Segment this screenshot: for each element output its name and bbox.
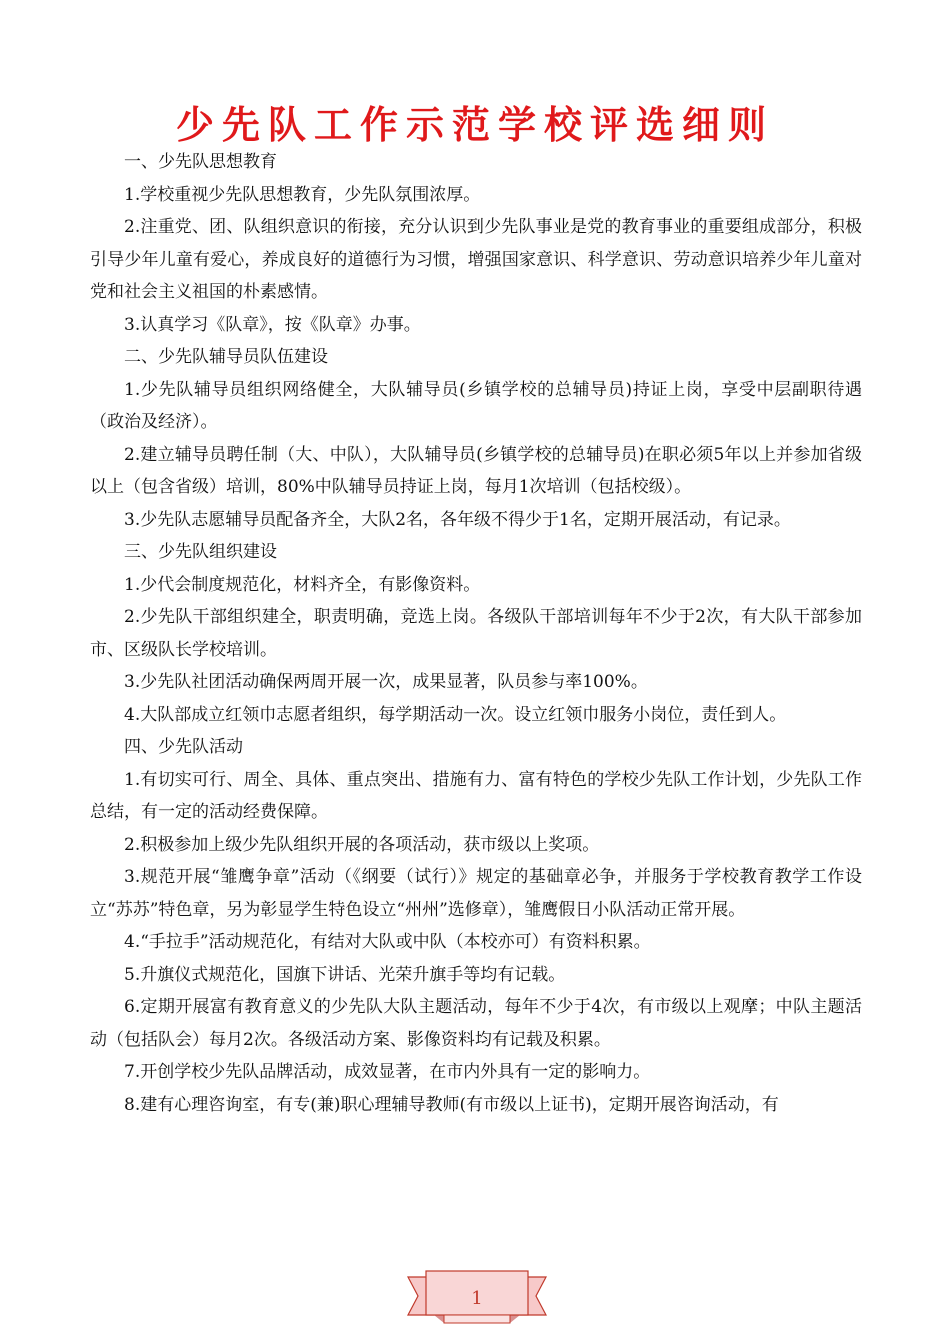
paragraph: 2.注重党、团、队组织意识的衔接，充分认识到少先队事业是党的教育事业的重要组成部分，积极引导少年儿童有爱心，养成良好的道德行为习惯，增强国家意识、科学意识、劳动意识培养少年儿童对党和社会主义祖国的朴素感情。	[90, 217, 862, 302]
paragraph: 1.少代会制度规范化，材料齐全，有影像资料。	[124, 574, 481, 595]
page-number: 1	[471, 1288, 483, 1309]
section-heading: 一、少先队思想教育	[124, 152, 277, 172]
section-heading: 三、少先队组织建设	[124, 542, 277, 562]
paragraph: 1.有切实可行、周全、具体、重点突出、措施有力、富有特色的学校少先队工作计划，少先队工作总结，有一定的活动经费保障。	[90, 769, 862, 822]
paragraph: 5.升旗仪式规范化，国旗下讲话、光荣升旗手等均有记载。	[124, 964, 566, 985]
paragraph: 2.建立辅导员聘任制（大、中队），大队辅导员(乡镇学校的总辅导员)在职必须5年以上并参加省级以上（包含省级）培训，80%中队辅导员持证上岗，每月1次培训（包括校级）。	[90, 444, 862, 497]
paragraph: 2.积极参加上级少先队组织开展的各项活动，获市级以上奖项。	[124, 834, 600, 855]
paragraph: 4.“手拉手”活动规范化，有结对大队或中队（本校亦可）有资料积累。	[124, 932, 651, 952]
section-heading: 二、少先队辅导员队伍建设	[124, 347, 328, 367]
paragraph: 7.开创学校少先队品牌活动，成效显著，在市内外具有一定的影响力。	[124, 1062, 651, 1082]
paragraph: 3.规范开展“雏鹰争章”活动（《纲要（试行）》规定的基础章必争，并服务于学校教育教学工作设立“苏苏”特色章，另为彰显学生特色设立“州州”选修章），雏鹰假日小队活动正常开展。	[90, 867, 862, 920]
paragraph: 3.认真学习《队章》，按《队章》办事。	[124, 314, 421, 335]
paragraph: 3.少先队志愿辅导员配备齐全，大队2名，各年级不得少于1名，定期开展活动，有记录。	[124, 509, 791, 530]
paragraph: 2.少先队干部组织建全，职责明确，竞选上岗。各级队干部培训每年不少于2次，有大队干部参加市、区级队长学校培训。	[90, 607, 862, 660]
section-heading: 四、少先队活动	[124, 737, 243, 757]
document-title: 少先队工作示范学校评选细则	[175, 103, 774, 147]
paragraph: 1.学校重视少先队思想教育，少先队氛围浓厚。	[124, 184, 481, 205]
paragraph: 3.少先队社团活动确保两周开展一次，成果显著，队员参与率100%。	[124, 672, 648, 692]
paragraph: 8.建有心理咨询室，有专(兼)职心理辅导教师(有市级以上证书)，定期开展咨询活动，有	[124, 1094, 779, 1115]
document-body	[90, 146, 862, 1121]
page-footer	[404, 1267, 550, 1329]
paragraph: 1.少先队辅导员组织网络健全，大队辅导员(乡镇学校的总辅导员)持证上岗，享受中层副职待遇（政治及经济）。	[90, 379, 862, 432]
paragraph: 6.定期开展富有教育意义的少先队大队主题活动，每年不少于4次，有市级以上观摩；中队主题活动（包括队会）每月2次。各级活动方案、影像资料均有记载及积累。	[90, 997, 862, 1050]
paragraph: 4.大队部成立红领巾志愿者组织，每学期活动一次。设立红领巾服务小岗位，责任到人。	[124, 704, 787, 725]
